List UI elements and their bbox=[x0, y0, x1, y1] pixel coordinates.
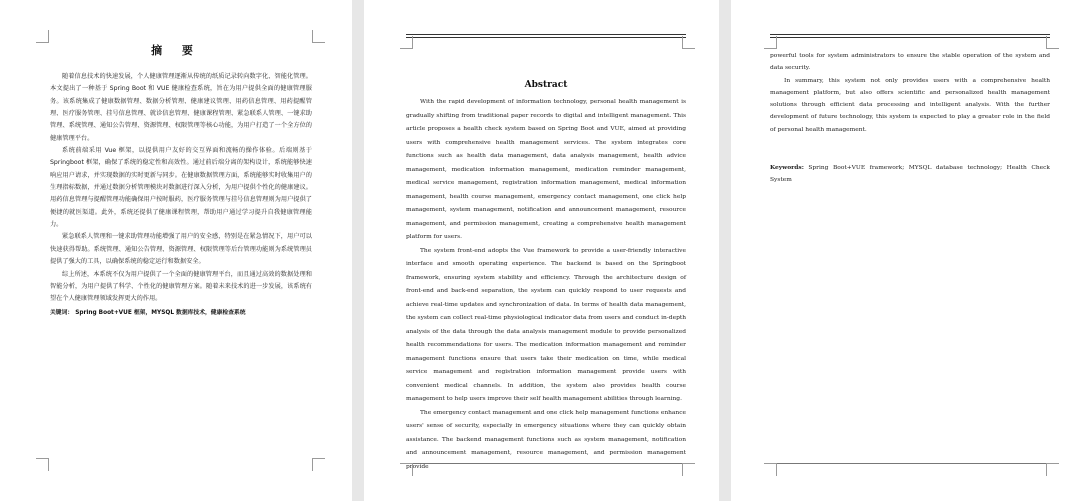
paragraph: The emergency contact management and one click help management functions enhance users' sense of security, especially in emergency situations where they can quickly obtain assistance. The backend management functions such as system management, notification and announcement management, resource management, and permission management provide bbox=[406, 409, 686, 470]
chinese-abstract-body bbox=[50, 71, 312, 306]
page-corner-mark bbox=[764, 36, 777, 49]
footer-rule bbox=[770, 463, 1050, 464]
paragraph: powerful tools for system administrators to ensure the stable operation of the system and data security. bbox=[770, 53, 1050, 72]
page-corner-mark bbox=[1046, 36, 1059, 49]
header-rule bbox=[406, 37, 686, 38]
page-corner-mark bbox=[764, 463, 777, 476]
page-corner-mark bbox=[682, 36, 695, 49]
chinese-abstract-title: 摘 要 bbox=[151, 44, 201, 57]
page-corner-mark bbox=[36, 458, 49, 471]
english-abstract-title: Abstract bbox=[524, 80, 568, 90]
paragraph: 随着信息技术的快速发展，个人健康管理逐渐从传统的纸质记录转向数字化、智能化管理。本文提出了一种基于 Spring Boot 和 VUE 健康检查系统，旨在为用户提供全面的健康管理服务。该系统集成了健康数据管理、数据分析管理、健康建议管理、用药信息管理、用药提醒管理、医疗服务管理、挂号信息管理、就诊信息管理、健康课程管理、紧急联系人管理、一键求助管理、系统管理、通知公告管理、资源管理、权限管理等核心功能，为用户打造了一个全方位的健康管理平台。 bbox=[50, 73, 312, 142]
page-corner-mark bbox=[400, 463, 413, 476]
document-page-3 bbox=[731, 0, 1080, 501]
paragraph: 系统前端采用 Vue 框架，以提供用户友好的交互界面和流畅的操作体验。后端则基于 Springboot 框架，确保了系统的稳定性和高效性。通过前后端分离的架构设计，系统能够快速响应用户请求，并实现数据的实时更新与同步。在健康数据管理方面，系统能够实时收集用户的生理指标数据，并通过数据分析管理模块对数据进行深入分析，为用户提供个性化的健康建议。用药信息管理与提醒管理功能确保用户按时服药，医疗服务管理与挂号信息管理则为用户提供了便捷的就医渠道。此外，系统还提供了健康课程管理，帮助用户通过学习提升自我健康管理能力。 bbox=[50, 147, 312, 229]
keywords-label: Keywords: bbox=[770, 164, 804, 171]
paragraph: 综上所述，本系统不仅为用户提供了一个全面的健康管理平台，而且通过高效的数据处理和智能分析，为用户提供了科学、个性化的健康管理方案。随着未来技术的进一步发展，该系统有望在个人健康管理领域发挥更大的作用。 bbox=[50, 270, 312, 303]
header-rule bbox=[770, 37, 1050, 38]
header-rule bbox=[770, 34, 1050, 35]
paragraph: The system front-end adopts the Vue framework to provide a user-friendly interactive interface and smooth operating experience. The backend is based on the Springboot framework, ensuring system stability and efficiency. Through the architecture design of front-end and back-end separation, the system can quickly respond to user requests and achieve real-time updates and synchronization of data. In terms of health data management, the system can collect real-time physiological indicator data from users and conduct in-depth analysis of the data through the data analysis management module to provide personalized health recommendations for users. The medication information management and reminder management functions ensure that users take their medication on time, while medical service management and registration information management provide users with convenient medical channels. In addition, the system also provides health course management to help users improve their self health management abilities through learning. bbox=[406, 247, 686, 402]
keywords-text: Spring Boot+VUE framework; MYSQL database technology; Health Check System bbox=[770, 165, 1050, 184]
page-corner-mark bbox=[400, 36, 413, 49]
document-page-2 bbox=[364, 0, 719, 501]
english-abstract-continuation bbox=[770, 50, 1050, 136]
chinese-keywords: 关键词： Spring Boot+VUE 框架，MYSQL 数据库技术，健康检查系统 bbox=[50, 310, 246, 316]
paragraph: In summary, this system not only provides users with a comprehensive health management platform, but also offers scientific and personalized health management solutions through efficient data processing and intelligent analysis. With the further development of future technology, this system is expected to play a greater role in the field of personal health management. bbox=[770, 77, 1050, 133]
page-corner-mark bbox=[312, 458, 325, 471]
english-keywords bbox=[770, 162, 1050, 187]
paragraph: 紧急联系人管理和一键求助管理功能增强了用户的安全感，特别是在紧急情况下，用户可以快速获得帮助。系统管理、通知公告管理、资源管理、权限管理等后台管理功能则为系统管理员提供了强大的工具，以确保系统的稳定运行和数据安全。 bbox=[50, 233, 312, 266]
page-corner-mark bbox=[682, 463, 695, 476]
paragraph: With the rapid development of information technology, personal health management is gradually shifting from traditional paper records to digital and intelligent management. This article proposes a health check system based on Spring Boot and VUE, aimed at providing users with comprehensive health management services. The system integrates core functions such as health data management, data analysis management, health advice management, medication information management, medication reminder management, medical service management, registration information management, medical information management, health course management, emergency contact management, one click help management, system management, notification and announcement management, resource management, and permission management, creating a comprehensive health management platform for users. bbox=[406, 99, 686, 240]
header-rule bbox=[406, 34, 686, 35]
english-abstract-body bbox=[406, 96, 686, 474]
page-corner-mark bbox=[1046, 463, 1059, 476]
footer-rule bbox=[406, 463, 686, 464]
document-page-1 bbox=[0, 0, 352, 501]
page-corner-mark bbox=[312, 30, 325, 43]
